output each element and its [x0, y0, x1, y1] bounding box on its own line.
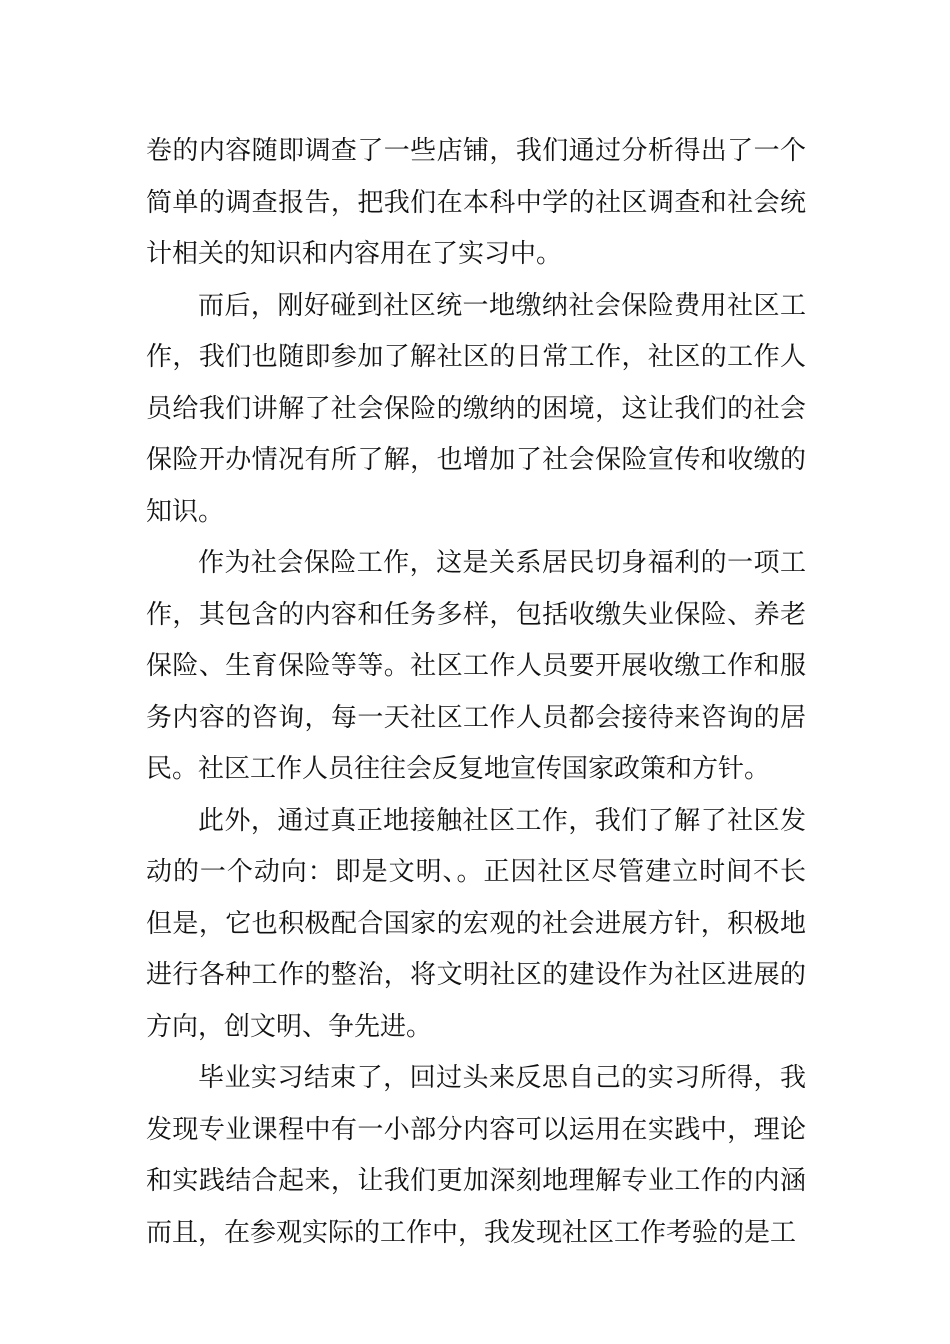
paragraph-4: 此外，通过真正地接触社区工作，我们了解了社区发动的一个动向：即是文明、。正因社区尽管建立时间不长但是，它也积极配合国家的宏观的社会进展方针，积极地进行各种工作的整治，将文明社区的建设作为社区进展的方向，创文明、争先进。: [146, 805, 806, 1042]
paragraph-2: 而后，刚好碰到社区统一地缴纳社会保险费用社区工作，我们也随即参加了解社区的日常工作，社区的工作人员给我们讲解了社会保险的缴纳的困境，这让我们的社会保险开办情况有所了解，也增加了社会保险宣传和收缴的知识。: [146, 290, 806, 527]
paragraph-5: 毕业实习结束了，回过头来反思自己的实习所得，我发现专业课程中有一小部分内容可以运用在实践中，理论和实践结合起来，让我们更加深刻地理解专业工作的内涵而且，在参观实际的工作中，我发现社区工作考验的是工: [146, 1063, 806, 1248]
paragraph-3: 作为社会保险工作，这是关系居民切身福利的一项工作，其包含的内容和任务多样，包括收缴失业保险、养老保险、生育保险等等。社区工作人员要开展收缴工作和服务内容的咨询，每一天社区工作人员都会接待来咨询的居民。社区工作人员往往会反复地宣传国家政策和方针。: [146, 548, 806, 784]
paragraph-1: 卷的内容随即调查了一些店铺，我们通过分析得出了一个简单的调查报告，把我们在本科中学的社区调查和社会统计相关的知识和内容用在了实习中。: [146, 136, 806, 269]
document-body: [146, 126, 806, 1259]
